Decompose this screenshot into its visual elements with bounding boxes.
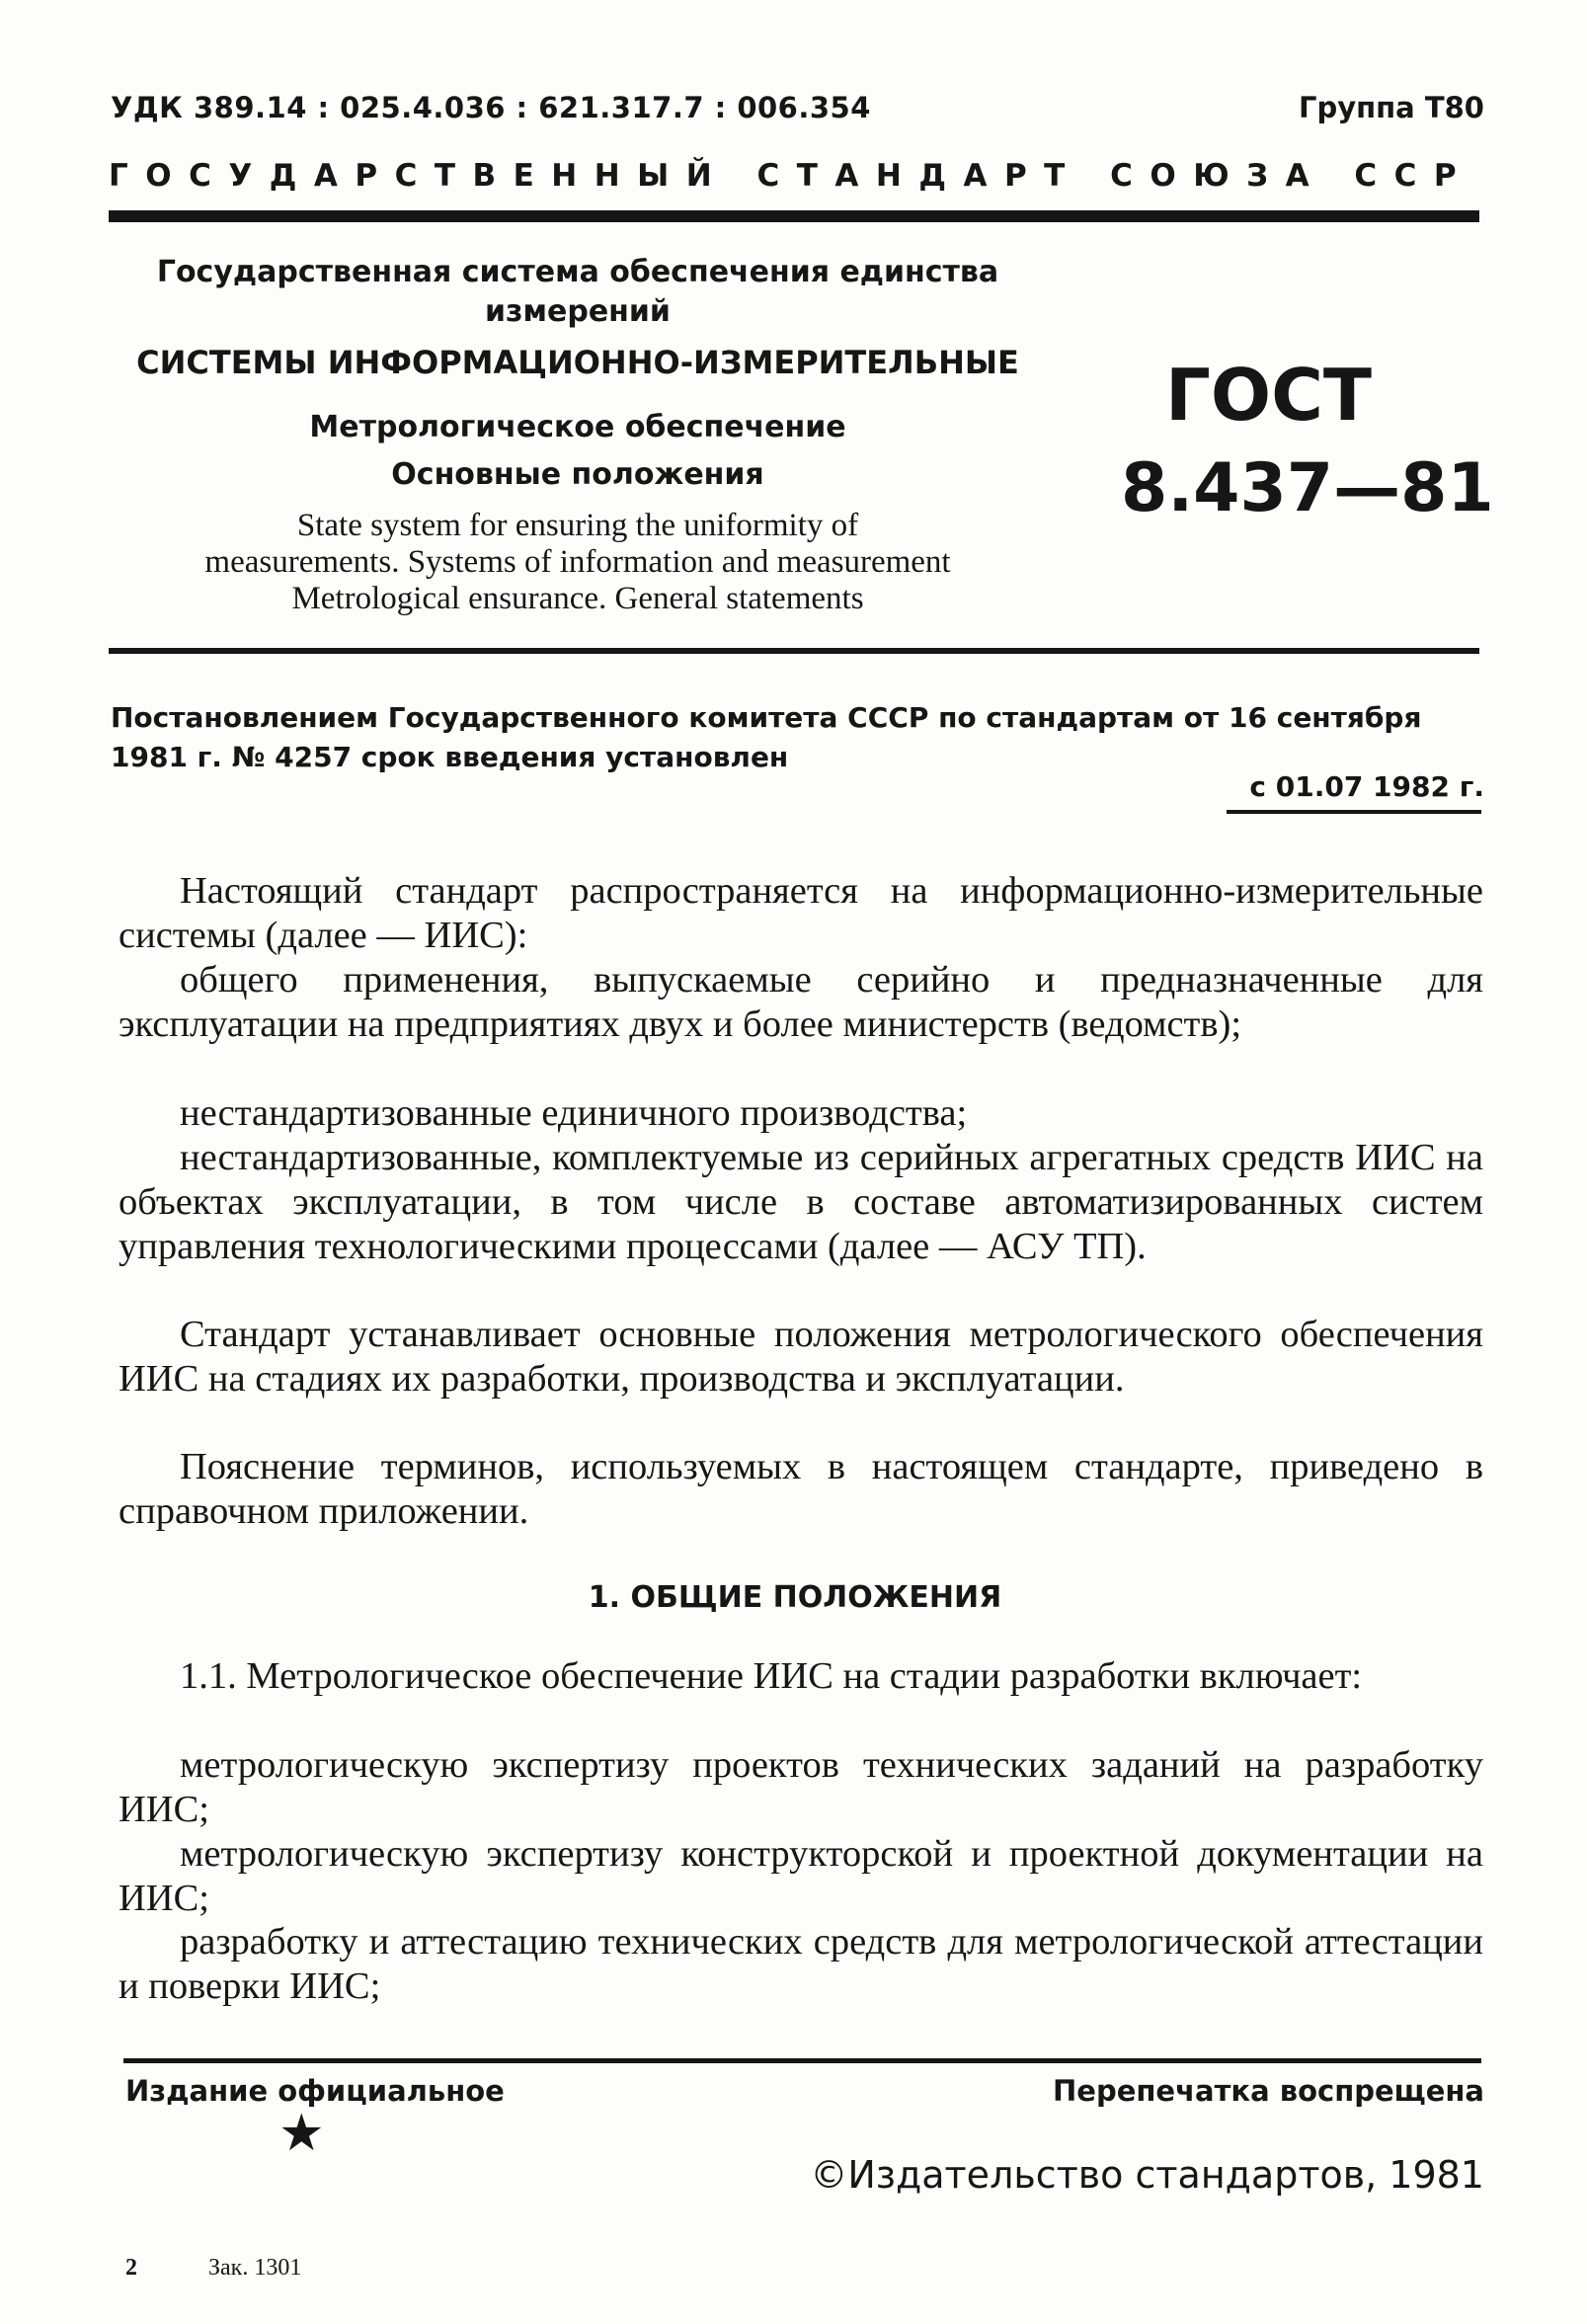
paragraph-terms: Пояснение терминов, используемых в настоящем стандарте, приведено в справочном приложении. xyxy=(119,1446,1483,1532)
print-order xyxy=(125,2255,301,2282)
udk-code: УДК 389.14 : 025.4.036 : 621.317.7 : 006.354 xyxy=(111,91,871,124)
middle-divider xyxy=(109,648,1479,654)
system-name-line1: Государственная система обеспечения единства xyxy=(156,255,999,289)
copyright: ©Издательство стандартов, 1981 xyxy=(810,2153,1484,2197)
document-subtitle-2: Основные положения xyxy=(391,457,764,492)
gost-number: 8.437—81 xyxy=(1121,449,1494,527)
state-standard-banner: ГОСУДАРСТВЕННЫЙ СТАНДАРТ СОЮЗА ССР xyxy=(109,158,1474,194)
clause-item-1: метрологическую экспертизу проектов технических заданий на разработку ИИС; xyxy=(119,1744,1483,1830)
paragraph-general-use: общего применения, выпускаемые серийно и предназначенные для эксплуатации на предприятиях двух и более министерств (ведомств); xyxy=(119,959,1483,1045)
group-code: Группа Т80 xyxy=(1298,91,1484,124)
page-number: 2 xyxy=(125,2255,137,2281)
paragraph-assembled: нестандартизованные, комплектуемые из серийных агрегатных средств ИИС на объектах эксплуатации, в том числе в составе автоматизированных систем управления технологическими процессами (далее — АСУ ТП). xyxy=(119,1137,1483,1267)
english-title-line2: measurements. Systems of information and measurement xyxy=(204,544,951,580)
clause-1-1: 1.1. Метрологическое обеспечение ИИС на стадии разработки включает: xyxy=(180,1655,1363,1697)
paragraph-single-production: нестандартизованные единичного производства; xyxy=(180,1092,968,1134)
star-icon: ★ xyxy=(278,2104,325,2163)
section-heading: 1. ОБЩИЕ ПОЛОЖЕНИЯ xyxy=(588,1580,1002,1615)
gost-label: ГОСТ xyxy=(1165,354,1373,437)
system-name-line2: измерений xyxy=(485,294,671,329)
top-divider xyxy=(109,210,1479,222)
footer-divider xyxy=(123,2058,1481,2063)
decree-text: Постановлением Государственного комитета СССР по стандартам от 16 сентября 1981 г. № 4257 срок введения установлен xyxy=(111,701,1422,773)
system-name xyxy=(109,253,1047,332)
effective-date-underline xyxy=(1227,810,1481,814)
english-title-line3: Metrological ensurance. General statements xyxy=(291,581,864,616)
clause-item-3: разработку и аттестацию технических средств для метрологической аттестации и поверки ИИС; xyxy=(119,1921,1483,2007)
clause-item-2: метрологическую экспертизу конструкторской и проектной документации на ИИС; xyxy=(119,1833,1483,1919)
paragraph-scope: Настоящий стандарт распространяется на информационно-измерительные системы (далее — ИИС): xyxy=(119,870,1483,956)
reprint-notice: Перепечатка воспрещена xyxy=(1053,2074,1484,2108)
paragraph-purpose: Стандарт устанавливает основные положения метрологического обеспечения ИИС на стадиях их разработки, производства и эксплуатации. xyxy=(119,1314,1483,1400)
order-number: Зак. 1301 xyxy=(208,2255,302,2281)
document-title: СИСТЕМЫ ИНФОРМАЦИОННО-ИЗМЕРИТЕЛЬНЫЕ xyxy=(136,344,1019,381)
document-subtitle-1: Метрологическое обеспечение xyxy=(309,410,846,444)
english-title xyxy=(109,508,1047,617)
effective-date: с 01.07 1982 г. xyxy=(1249,770,1484,803)
english-title-line1: State system for ensuring the uniformity of xyxy=(296,508,859,543)
official-edition: Издание официальное xyxy=(125,2074,505,2108)
